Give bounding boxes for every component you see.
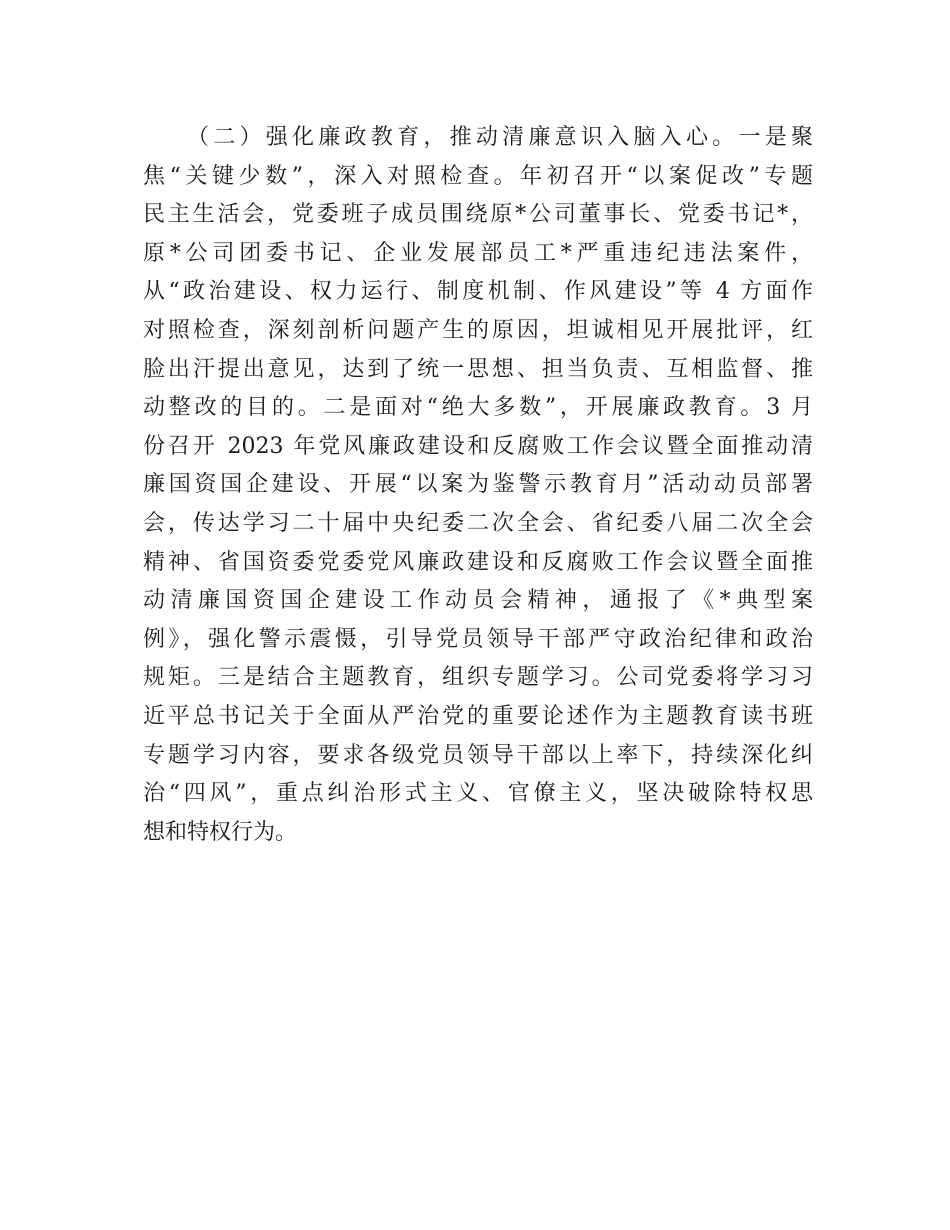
paragraph-line: 会，传达学习二十届中央纪委二次全会、省纪委八届二次全会 bbox=[143, 510, 813, 536]
paragraph-line: 民主生活会，党委班子成员围绕原*公司董事长、党委书记*， bbox=[143, 202, 813, 228]
paragraph-line: 例》，强化警示震慑，引导党员领导干部严守政治纪律和政治 bbox=[143, 626, 813, 652]
paragraph-line: 脸出汗提出意见，达到了统一思想、担当负责、互相监督、推 bbox=[143, 356, 813, 382]
paragraph-line: 从“政治建设、权力运行、制度机制、作风建设”等 4 方面作 bbox=[143, 279, 813, 305]
paragraph-line: 对照检查，深刻剖析问题产生的原因，坦诚相见开展批评，红 bbox=[143, 317, 813, 343]
paragraph-line: （二）强化廉政教育，推动清廉意识入脑入心。一是聚 bbox=[187, 125, 813, 150]
paragraph-line: 廉国资国企建设、开展“以案为鉴警示教育月”活动动员部署 bbox=[143, 472, 813, 498]
paragraph-line: 动整改的目的。二是面对“绝大多数”，开展廉政教育。3 月 bbox=[143, 395, 813, 421]
paragraph-line: 治“四风”，重点纠治形式主义、官僚主义，坚决破除特权思 bbox=[143, 781, 813, 807]
paragraph-line: 动清廉国资国企建设工作动员会精神，通报了《*典型案 bbox=[143, 588, 813, 614]
paragraph-line: 原*公司团委书记、企业发展部员工*严重违纪违法案件， bbox=[143, 240, 813, 266]
paragraph-line: 想和特权行为。 bbox=[143, 819, 298, 845]
paragraph-line: 规矩。三是结合主题教育，组织专题学习。公司党委将学习习 bbox=[143, 665, 813, 691]
paragraph-line: 焦“关键少数”，深入对照检查。年初召开“以案促改”专题 bbox=[143, 163, 813, 189]
paragraph-line: 精神、省国资委党委党风廉政建设和反腐败工作会议暨全面推 bbox=[143, 549, 813, 575]
paragraph-line: 近平总书记关于全面从严治党的重要论述作为主题教育读书班 bbox=[143, 703, 813, 729]
paragraph-line: 份召开 2023 年党风廉政建设和反腐败工作会议暨全面推动清 bbox=[143, 433, 813, 459]
body-paragraph bbox=[143, 119, 813, 852]
paragraph-line: 专题学习内容，要求各级党员领导干部以上率下，持续深化纠 bbox=[143, 742, 813, 768]
